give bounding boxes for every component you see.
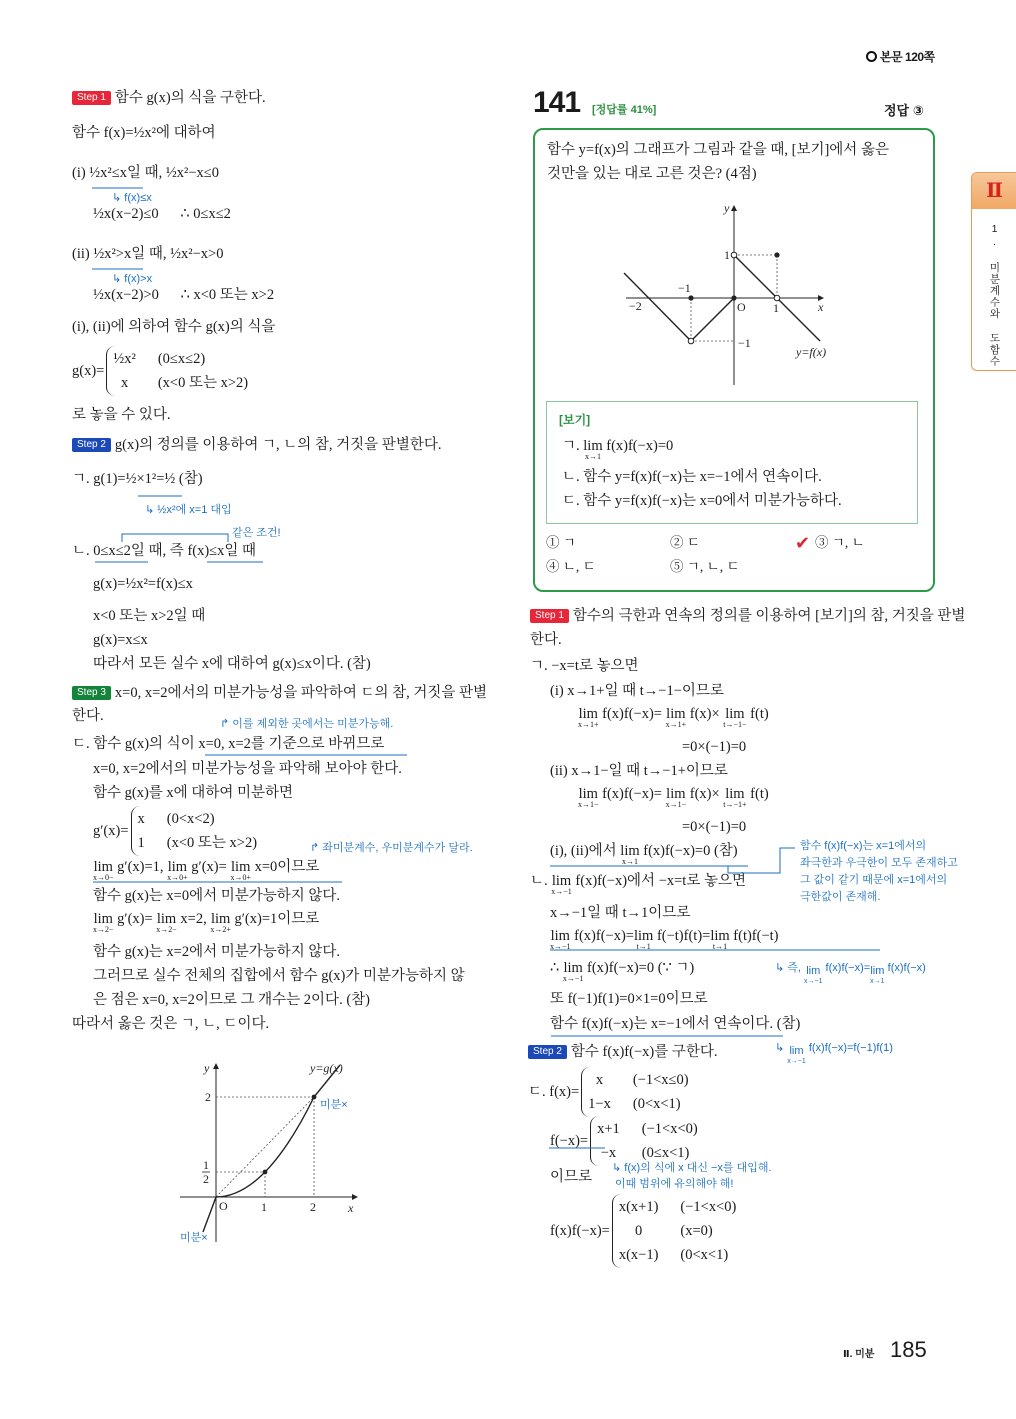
case-condition: (x<0 또는 x>2) [157,375,249,391]
filled-point [263,1170,268,1175]
solution-line [72,243,223,265]
limit-subscript: x→0+ [230,873,251,882]
text-segment: 같은 조건! [232,527,281,539]
limit-word: lim [633,928,654,944]
choice-5: ⑤ ㄱ, ㄴ, ㄷ [670,559,740,574]
text-segment: 또 f(−1)f(1)=0×1=0이므로 [550,991,708,1007]
text-segment: f(x)f(−x)= [598,706,666,722]
solution-line [72,540,256,562]
solution-line [72,468,203,490]
text-segment: 은 점은 x=0, x=2이므로 그 개수는 2이다. (참) [93,992,370,1008]
text-segment: 한다. [72,708,104,724]
text-segment: x=0, x=2에서의 미분가능성을 파악하여 ㄷ의 참, 거짓을 판별 [114,685,488,701]
text-segment: (i) x→1+일 때 t→−1−이므로 [550,683,724,699]
text-segment: =0×(−1)=0 [682,819,747,835]
limit-expression [583,435,602,460]
g-graph [180,1061,357,1244]
solution-line [800,872,947,888]
solution-line [550,1013,800,1035]
limit-expression [723,703,746,728]
limit-subscript: t→1 [712,942,728,951]
solution-line [775,1040,893,1065]
limit-word: lim [870,965,885,977]
solution-line [530,605,965,627]
chapter-side-tab [971,172,1016,371]
solution-line [93,573,193,595]
text-segment: 그러므로 실수 전체의 집합에서 함수 g(x)가 미분가능하지 않 [93,968,465,984]
solution-line [93,908,319,933]
text-segment: ㄱ. [562,438,584,454]
solution-line [93,856,319,881]
red-check-icon: ✔ [795,533,811,554]
limit-subscript: x→1 [621,857,638,866]
guide-lines [216,1097,314,1197]
text-segment: f(x)× [686,706,724,722]
limit-expression [666,783,687,808]
text-segment: ½x(x−2)≤0 ∴ 0≤x≤2 [93,206,231,222]
solution-line [550,840,738,865]
limit-word: lim [725,786,745,802]
step-badge: Step 3 [72,686,111,700]
limit-subscript: x→1 [584,452,601,461]
limit-expression [167,856,188,881]
x-axis-label: x [348,1201,354,1215]
text-segment: x=2, [176,911,211,927]
text-segment: ∴ [550,960,563,976]
text-segment: g(x)의 정의를 이용하여 ㄱ, ㄴ의 참, 거짓을 판별한다. [114,437,442,453]
limit-subscript: x→1+ [665,720,687,729]
solution-line [72,682,487,704]
limit-subscript: t→1 [636,942,651,951]
solution-line [550,957,694,982]
tick-label: 2 [205,1090,211,1104]
text-segment: f(x)f(−x)= [570,928,634,944]
solution-line [550,680,724,702]
text-segment: ↳ ½x²에 x=1 대입 [145,504,232,516]
case-expression: 1−x [588,1096,611,1112]
text-segment: x=0이므로 [250,859,320,875]
case-condition: (x<0 또는 x>2) [166,835,258,851]
text-segment: ㄱ. −x=t로 놓으면 [530,658,639,674]
limit-subscript: t→−1+ [723,800,747,809]
question-line [547,163,757,185]
text-segment: 한다. [530,632,562,648]
case-condition: (0<x<2) [166,811,215,827]
curve-label: y=g(x) [310,1061,343,1075]
limit-word: lim [231,859,251,875]
origin-label: O [737,300,746,314]
cases-rows [612,1194,737,1268]
text-segment: ㄷ. f(x)= [528,1084,580,1100]
solution-line [530,655,639,677]
answer-label: 정답 ③ [884,103,924,118]
limit-expression [787,1040,805,1065]
piecewise-cases [104,346,248,396]
text-segment: 이므로 [550,1169,593,1185]
text-segment: 그 값이 같기 때문에 x=1에서의 [800,874,948,886]
limit-subscript: x→−1 [551,887,572,896]
text-segment: (i) ½x²≤x일 때, ½x²−x≤0 [72,165,219,181]
reference-link [866,48,935,65]
solution-line [93,782,293,804]
case-expression: x+1 [597,1121,620,1137]
solution-line [612,1160,772,1176]
case-expression: 0 [635,1223,643,1239]
solution-line [550,902,690,924]
limit-word: lim [551,873,572,889]
text-segment: ㄴ. 0≤x≤2일 때, 즉 f(x)≤x일 때 [72,543,257,559]
text-segment: g′(x)=1, [113,859,168,875]
limit-word: lim [789,1045,804,1057]
text-segment: ↱ 이를 제외한 곳에서는 미분가능해. [220,718,394,730]
limit-subscript: x→−1 [562,974,584,983]
limit-subscript: x→1 [870,978,885,985]
bogi-item [562,466,822,488]
limit-expression [93,856,114,881]
limit-word: lim [806,965,821,977]
text-segment: f(−x)= [550,1133,589,1149]
tick-label: 1 [261,1200,267,1214]
solution-line [550,760,728,782]
text-segment: g′(x)= [93,823,129,839]
text-segment: ㄷ. 함수 y=f(x)f(−x)는 x=0에서 미분가능하다. [562,493,842,509]
limit-word: lim [666,706,686,722]
limit-subscript: x→−1 [804,978,823,985]
text-segment: g′(x)= [187,859,231,875]
text-segment: 함수 g(x)는 x=0에서 미분가능하지 않다. [93,888,341,904]
text-segment: 따라서 옳은 것은 ㄱ, ㄴ, ㄷ이다. [72,1016,270,1032]
solution-line [550,1166,592,1188]
limit-word: lim [210,911,231,927]
limit-word: lim [710,928,730,944]
tick-label-denominator: 2 [203,1172,209,1186]
limit-word: lim [620,843,640,859]
case-expression: x(x+1) [618,1199,659,1215]
text-segment: f(x)f(−x)= [822,962,871,974]
case-condition: (0≤x≤2) [157,351,206,367]
limit-expression [723,783,746,808]
text-segment: f(t) [746,706,769,722]
limit-expression [634,925,653,950]
text-segment: f(t)f(−t) [729,928,779,944]
text-segment: 함수 g(x)는 x=2에서 미분가능하지 않다. [93,944,341,960]
limit-expression [93,908,114,933]
text-segment: g′(x)= [113,911,157,927]
case-expression: 1 [137,835,145,851]
limit-word: lim [93,911,113,927]
solution-line [550,925,779,950]
step-badge: Step 2 [528,1045,567,1059]
solution-line [93,605,205,627]
text-segment: ㄴ. [530,873,552,889]
text-segment: f(x)f(−x)에서 −x=t로 놓으면 [571,873,746,889]
text-segment: 함수 g(x)의 식을 구한다. [114,90,266,106]
text-segment: f(x)f(−x)=f(−1)f(1) [805,1042,893,1054]
limit-expression [620,840,639,865]
solution-line [528,1067,689,1117]
limit-expression [550,925,571,950]
limit-word: lim [583,438,603,454]
solution-line [72,162,219,184]
bogi-item [562,490,842,512]
case-expression: x [137,811,145,827]
text-segment: 것만을 있는 대로 고른 것은? (4점) [547,166,757,182]
text-segment: f(x)f(−x)= [598,786,666,802]
text-segment: ㄱ. g(1)=½×1²=½ (참) [72,471,203,487]
limit-word: lim [563,960,583,976]
text-segment: ㄷ. 함수 g(x)의 식이 x=0, x=2를 기준으로 바뀌므로 [72,736,385,752]
text-segment: 로 놓을 수 있다. [72,407,171,423]
solution-line [93,989,370,1011]
limit-subscript: x→1+ [578,720,599,729]
section-title: 1. 미분계수와 도함수 [988,223,1001,367]
text-segment: (ii) ½x²>x일 때, ½x²−x>0 [72,246,224,262]
text-segment: (ii) x→1−일 때 t→−1+이므로 [550,763,728,779]
piecewise-cases [588,1116,698,1166]
text-segment: ½x(x−2)>0 ∴ x<0 또는 x>2 [93,287,275,303]
text-segment: 따라서 모든 실수 x에 대하여 g(x)≤x이다. (참) [93,656,371,672]
bogi-title: [보기] [559,413,591,427]
case-condition: (x=0) [680,1223,713,1239]
solution-line [93,653,371,675]
limit-word: lim [666,786,686,802]
case-condition: (0<x<1) [632,1096,681,1112]
text-segment: f(x)f(−x)=0 (참) [639,843,738,859]
text-segment: 함수 f(x)f(−x)는 x=−1에서 연속이다. (참) [550,1016,801,1032]
text-segment: 이때 범위에 유의해야 해! [615,1178,734,1190]
solution-line [682,816,746,838]
limit-subscript: t→−1− [723,720,747,729]
case-expression: −x [600,1145,617,1161]
text-segment: ㄴ. 함수 y=f(x)f(−x)는 x=−1에서 연속이다. [562,469,822,485]
text-segment: 함수 f(x)f(−x)를 구한다. [570,1044,718,1060]
case-expression: x [595,1072,604,1088]
solution-line [775,960,926,985]
text-segment: ↳ f(x)>x [112,273,153,285]
solution-line [550,1194,736,1268]
case-expression: ½x² [113,351,136,367]
solution-line [93,806,257,856]
case-condition: (−1<x≤0) [632,1072,689,1088]
piecewise-cases [129,806,258,856]
text-segment: x<0 또는 x>2일 때 [93,608,206,624]
text-segment: 함수의 극한과 연속의 정의를 이용하여 [보기]의 참, 거짓을 판별 [572,608,966,624]
case-condition: (0<x<1) [680,1247,729,1263]
limit-subscript: x→1− [578,800,599,809]
solution-line [528,1041,718,1063]
solution-line [72,1013,269,1035]
case-condition: (0≤x<1) [641,1145,690,1161]
curve-label: y=f(x) [796,345,827,359]
solution-line [72,122,216,144]
limit-expression [156,908,177,933]
limit-expression [578,783,599,808]
y-axis-label: y [724,201,730,215]
cases-rows [131,806,258,856]
tick-label-numerator: 1 [203,1158,209,1172]
limit-subscript: x→0− [93,873,114,882]
case-expression: x [120,375,129,391]
footer-section: Ⅱ. 미분 [843,1349,875,1360]
limit-expression [230,856,251,881]
text-segment: 좌극한과 우극한이 모두 존재하고 [800,857,958,869]
choice-2: ② ㄷ [670,535,700,550]
limit-word: lim [93,859,113,875]
case-condition: (−1<x<0) [641,1121,698,1137]
limit-expression [666,703,687,728]
chapter-number: Ⅱ [972,173,1016,209]
solution-line [93,284,274,306]
text-segment: f(t) [746,786,769,802]
text-segment: f(x)f(−x)=0 [602,438,674,454]
question-line [547,139,889,161]
text-segment: ↳ f(x)≤x [112,192,152,204]
solution-line [93,885,340,907]
tick-label: 1 [773,301,779,315]
limit-subscript: x→1− [665,800,687,809]
limit-word: lim [156,911,177,927]
solution-line [530,629,562,651]
text-segment: ↳ [775,1042,788,1054]
choice-4: ④ ㄴ, ㄷ [546,559,596,574]
tick-label: −2 [629,299,642,313]
limit-expression [210,908,231,933]
step-badge: Step 1 [72,91,111,105]
limit-word: lim [578,786,598,802]
solution-line [93,758,402,780]
solution-line [93,629,148,651]
limit-word: lim [550,928,570,944]
choice-3: ③ ㄱ, ㄴ [815,535,865,550]
solution-line [578,703,769,728]
x-axis-label: x [818,300,824,314]
correct-rate: [정답률 41%] [592,104,657,116]
solution-line [72,316,275,338]
limit-word: lim [725,706,745,722]
cases-rows [590,1116,698,1166]
ring-bullet-icon [866,51,877,62]
limit-subscript: x→2− [93,925,114,934]
limit-expression [563,957,584,982]
solution-line [550,988,708,1010]
text-segment: f(x)f(−x)=0 (∵ ㄱ) [583,960,695,976]
bogi-item [562,435,673,460]
text-segment: 함수 y=f(x)의 그래프가 그림과 같을 때, [보기]에서 옳은 [547,142,889,158]
g-curve [203,1065,340,1232]
solution-line [682,736,746,758]
solution-line [220,716,393,732]
text-segment: g(x)=x≤x [93,632,148,648]
text-segment: x→−1일 때 t→1이므로 [550,905,691,921]
step-badge: Step 1 [530,609,569,623]
tick-label: 2 [310,1200,316,1214]
page-number: 185 [890,1337,927,1362]
case-condition: (−1<x<0) [680,1199,737,1215]
text-segment: 함수 g(x)를 x에 대하여 미분하면 [93,785,293,801]
text-segment: g′(x)=1이므로 [230,911,320,927]
solution-line [72,87,266,109]
limit-subscript: x→2+ [210,925,231,934]
reference-text: 본문 120쪽 [880,50,935,64]
limit-subscript: x→−1 [787,1058,806,1065]
text-segment: (i), (ii)에서 [550,843,621,859]
tick-label: 1 [724,248,730,262]
y-axis-label: y [204,1061,210,1075]
origin-label: O [219,1199,228,1213]
limit-subscript: x→2− [156,925,177,934]
text-segment: ↱ 좌미분계수, 우미분계수가 달라. [310,842,473,854]
solution-line [145,502,232,518]
solution-line [310,840,473,856]
solution-line [72,346,248,396]
limit-subscript: x→0+ [167,873,188,882]
piecewise-cases [579,1067,688,1117]
solution-line [72,705,104,727]
text-segment: g(x)=½x²=f(x)≤x [93,576,193,592]
limit-expression [551,870,572,895]
limit-expression [578,703,599,728]
text-segment: f(x)× [686,786,724,802]
limit-expression [870,960,884,985]
text-segment: f(x)f(−x)= [550,1223,610,1239]
text-segment: ↳ f(x)의 식에 x 대신 −x를 대입해. [612,1162,772,1174]
limit-expression [804,960,822,985]
text-segment: f(−t)f(t)= [653,928,711,944]
solution-line [578,783,769,808]
non-differentiable-note: 미분× [180,1232,208,1244]
solution-line [93,965,465,987]
solution-line [800,889,881,905]
limit-subscript: x→−1 [550,942,571,951]
problem-number: 141 [533,86,581,119]
text-segment: g(x)= [72,363,105,379]
text-segment: f(x)f(−x) [884,962,926,974]
solution-line [93,941,340,963]
solution-line [232,525,281,541]
text-segment: 함수 f(x)f(−x)는 x=1에서의 [800,840,927,852]
limit-expression [710,925,729,950]
text-segment: 극한값이 존재해. [800,891,881,903]
text-segment: (i), (ii)에 의하여 함수 g(x)의 식을 [72,319,276,335]
choice-1: ① ㄱ [546,535,576,550]
cases-rows [106,346,248,396]
solution-line [800,855,958,871]
solution-line [72,404,171,426]
solution-line [72,434,441,456]
limit-word: lim [578,706,598,722]
solution-line [530,870,746,895]
case-expression: x(x−1) [618,1247,659,1263]
cases-rows [581,1067,688,1117]
non-differentiable-note: 미분× [320,1099,348,1111]
text-segment: ↳ 즉, [775,962,805,974]
solution-line [800,838,926,854]
limit-word: lim [167,859,188,875]
text-segment: =0×(−1)=0 [682,739,747,755]
solution-line [615,1176,733,1192]
text-segment: 함수 f(x)=½x²에 대하여 [72,125,216,141]
solution-line [93,203,231,225]
text-segment: x=0, x=2에서의 미분가능성을 파악해 보아야 한다. [93,761,402,777]
tick-label: −1 [738,336,751,350]
tick-label: −1 [678,281,691,295]
filled-point [312,1095,317,1100]
step-badge: Step 2 [72,438,111,452]
piecewise-cases [610,1194,737,1268]
solution-line [72,733,384,755]
solution-line [550,1116,698,1166]
